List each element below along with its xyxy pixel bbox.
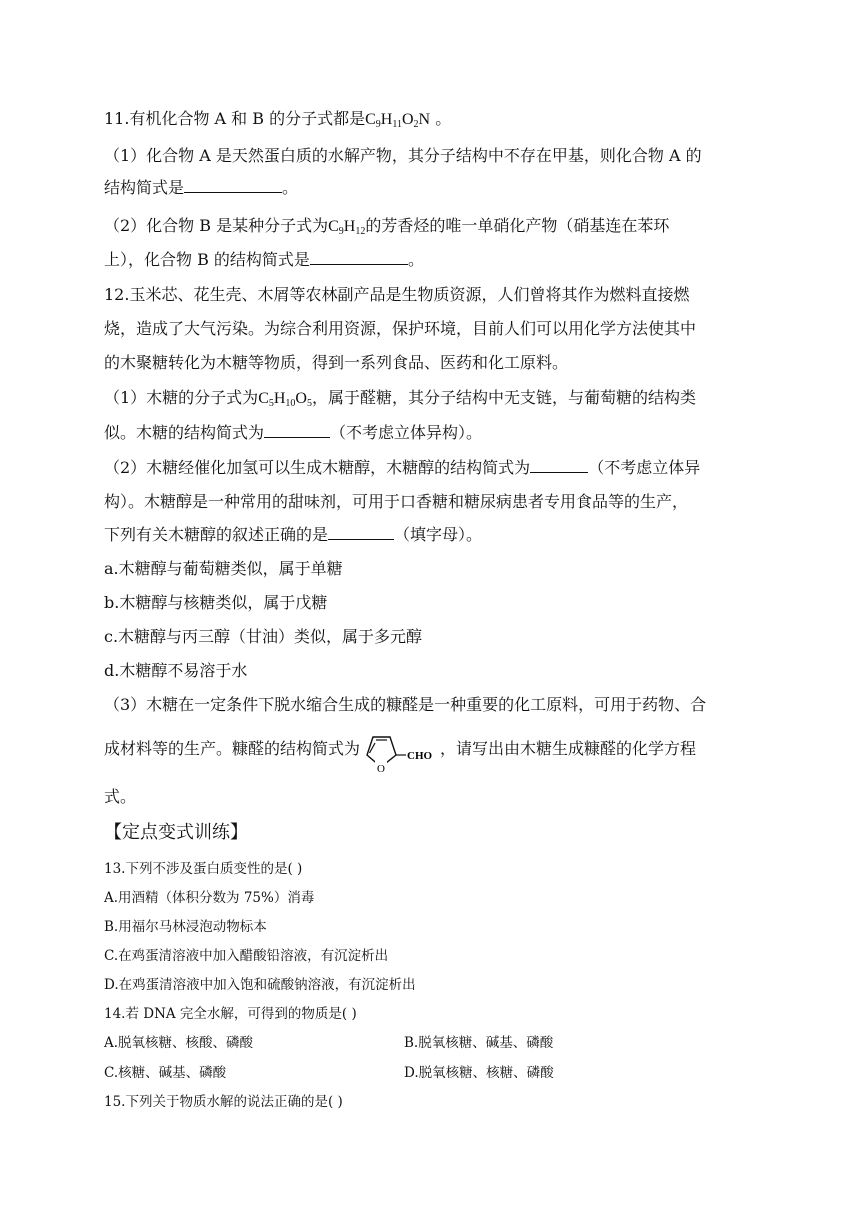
q14-option-b[interactable]: B.脱氧核糖、碱基、磷酸: [404, 1035, 554, 1051]
q11-intro: 11.有机化合物 A 和 B 的分子式都是$C_9H_{11}O_2N$ 。: [104, 109, 452, 130]
q13-option-c[interactable]: C.在鸡蛋清溶液中加入醋酸铅溶液，有沉淀析出: [104, 948, 389, 964]
xylose-formula: $C_5H_{10}O_5$: [258, 390, 312, 409]
q12-option-c: c.木糖醇与丙三醇（甘油）类似，属于多元醇: [104, 627, 423, 646]
q12-option-b: b.木糖醇与核糖类似，属于戊糖: [104, 593, 328, 612]
q11-part1-line1: （1）化合物 A 是天然蛋白质的水解产物，其分子结构中不存在甲基，则化合物 A 的: [104, 146, 702, 165]
answer-blank[interactable]: [264, 423, 330, 438]
answer-blank[interactable]: [530, 458, 588, 473]
q13-option-b[interactable]: B.用福尔马林浸泡动物标本: [104, 919, 267, 935]
q13-stem: 13.下列不涉及蛋白质变性的是( ): [104, 861, 303, 877]
q14-stem: 14.若 DNA 完全水解，可得到的物质是( ): [104, 1006, 357, 1022]
q12-line1: 12.玉米芯、花生壳、木屑等农林副产品是生物质资源，人们曾将其作为燃料直接燃: [104, 285, 690, 304]
q12-part3-line1: （3）木糖在一定条件下脱水缩合生成的糠醛是一种重要的化工原料，可用于药物、合: [104, 695, 707, 714]
q13-option-a[interactable]: A.用酒精（体积分数为 75%）消毒: [104, 890, 315, 906]
q12-part2-line3: 下列有关木糖醇的叙述正确的是 （填字母）。: [104, 525, 483, 544]
answer-blank[interactable]: [328, 525, 394, 540]
q12-option-a: a.木糖醇与葡萄糖类似，属于单糖: [104, 559, 343, 578]
answer-blank[interactable]: [184, 178, 282, 193]
section-heading: 【定点变式训练】: [104, 822, 248, 843]
q12-part2-line1: （2）木糖经催化加氢可以生成木糖醇，木糖醇的结构简式为 （不考虑立体异: [104, 458, 701, 477]
q13-option-d[interactable]: D.在鸡蛋清溶液中加入饱和硫酸钠溶液，有沉淀析出: [104, 977, 416, 993]
q11-part2-line1: （2）化合物 B 是某种分子式为$C_9H_{12}$的芳香烃的唯一单硝化产物（硝基连在苯环: [104, 216, 670, 237]
answer-blank[interactable]: [310, 250, 408, 265]
q12-part3-line3: 式。: [104, 787, 137, 806]
q11-part1-line2: 结构简式是 。: [104, 178, 299, 197]
q12-line3: 的木聚糖转化为木糖等物质，得到一系列食品、医药和化工原料。: [104, 353, 569, 372]
q14-option-c[interactable]: C.核糖、碱基、磷酸: [104, 1065, 227, 1081]
furfural-structure-image: [360, 725, 440, 775]
q14-option-a[interactable]: A.脱氧核糖、核酸、磷酸: [104, 1035, 254, 1051]
q15-stem: 15.下列关于物质水解的说法正确的是( ): [104, 1094, 343, 1110]
q12-part1-line1: （1）木糖的分子式为$C_5H_{10}O_5$，属于醛糖，其分子结构中无支链，与葡萄糖的结构类: [104, 388, 696, 409]
q12-part3-line2: 成材料等的生产。糠醛的结构简式为 O CHO ，请写出由木糖生成糠醛的化学方程: [104, 736, 696, 761]
q11-part2-line2: 上），化合物 B 的结构简式是 。: [104, 250, 424, 269]
q12-part1-line2: 似。木糖的结构简式为 （不考虑立体异构）。: [104, 423, 483, 442]
q12-part2-line2: 构）。木糖醇是一种常用的甜味剂，可用于口香糖和糖尿病患者专用食品等的生产，: [104, 492, 689, 511]
q11-part2-formula: $C_9H_{12}$: [328, 218, 366, 237]
q12-option-d: d.木糖醇不易溶于水: [104, 661, 248, 680]
q12-line2: 烧，造成了大气污染。为综合利用资源，保护环境，目前人们可以用化学方法使其中: [104, 319, 697, 338]
q11-formula: $C_9H_{11}O_2N$: [365, 111, 431, 130]
furfural-cho-label: CHO: [407, 749, 433, 762]
furfural-oxygen-label: O: [377, 762, 385, 775]
q14-option-d[interactable]: D.脱氧核糖、核糖、磷酸: [404, 1065, 554, 1081]
